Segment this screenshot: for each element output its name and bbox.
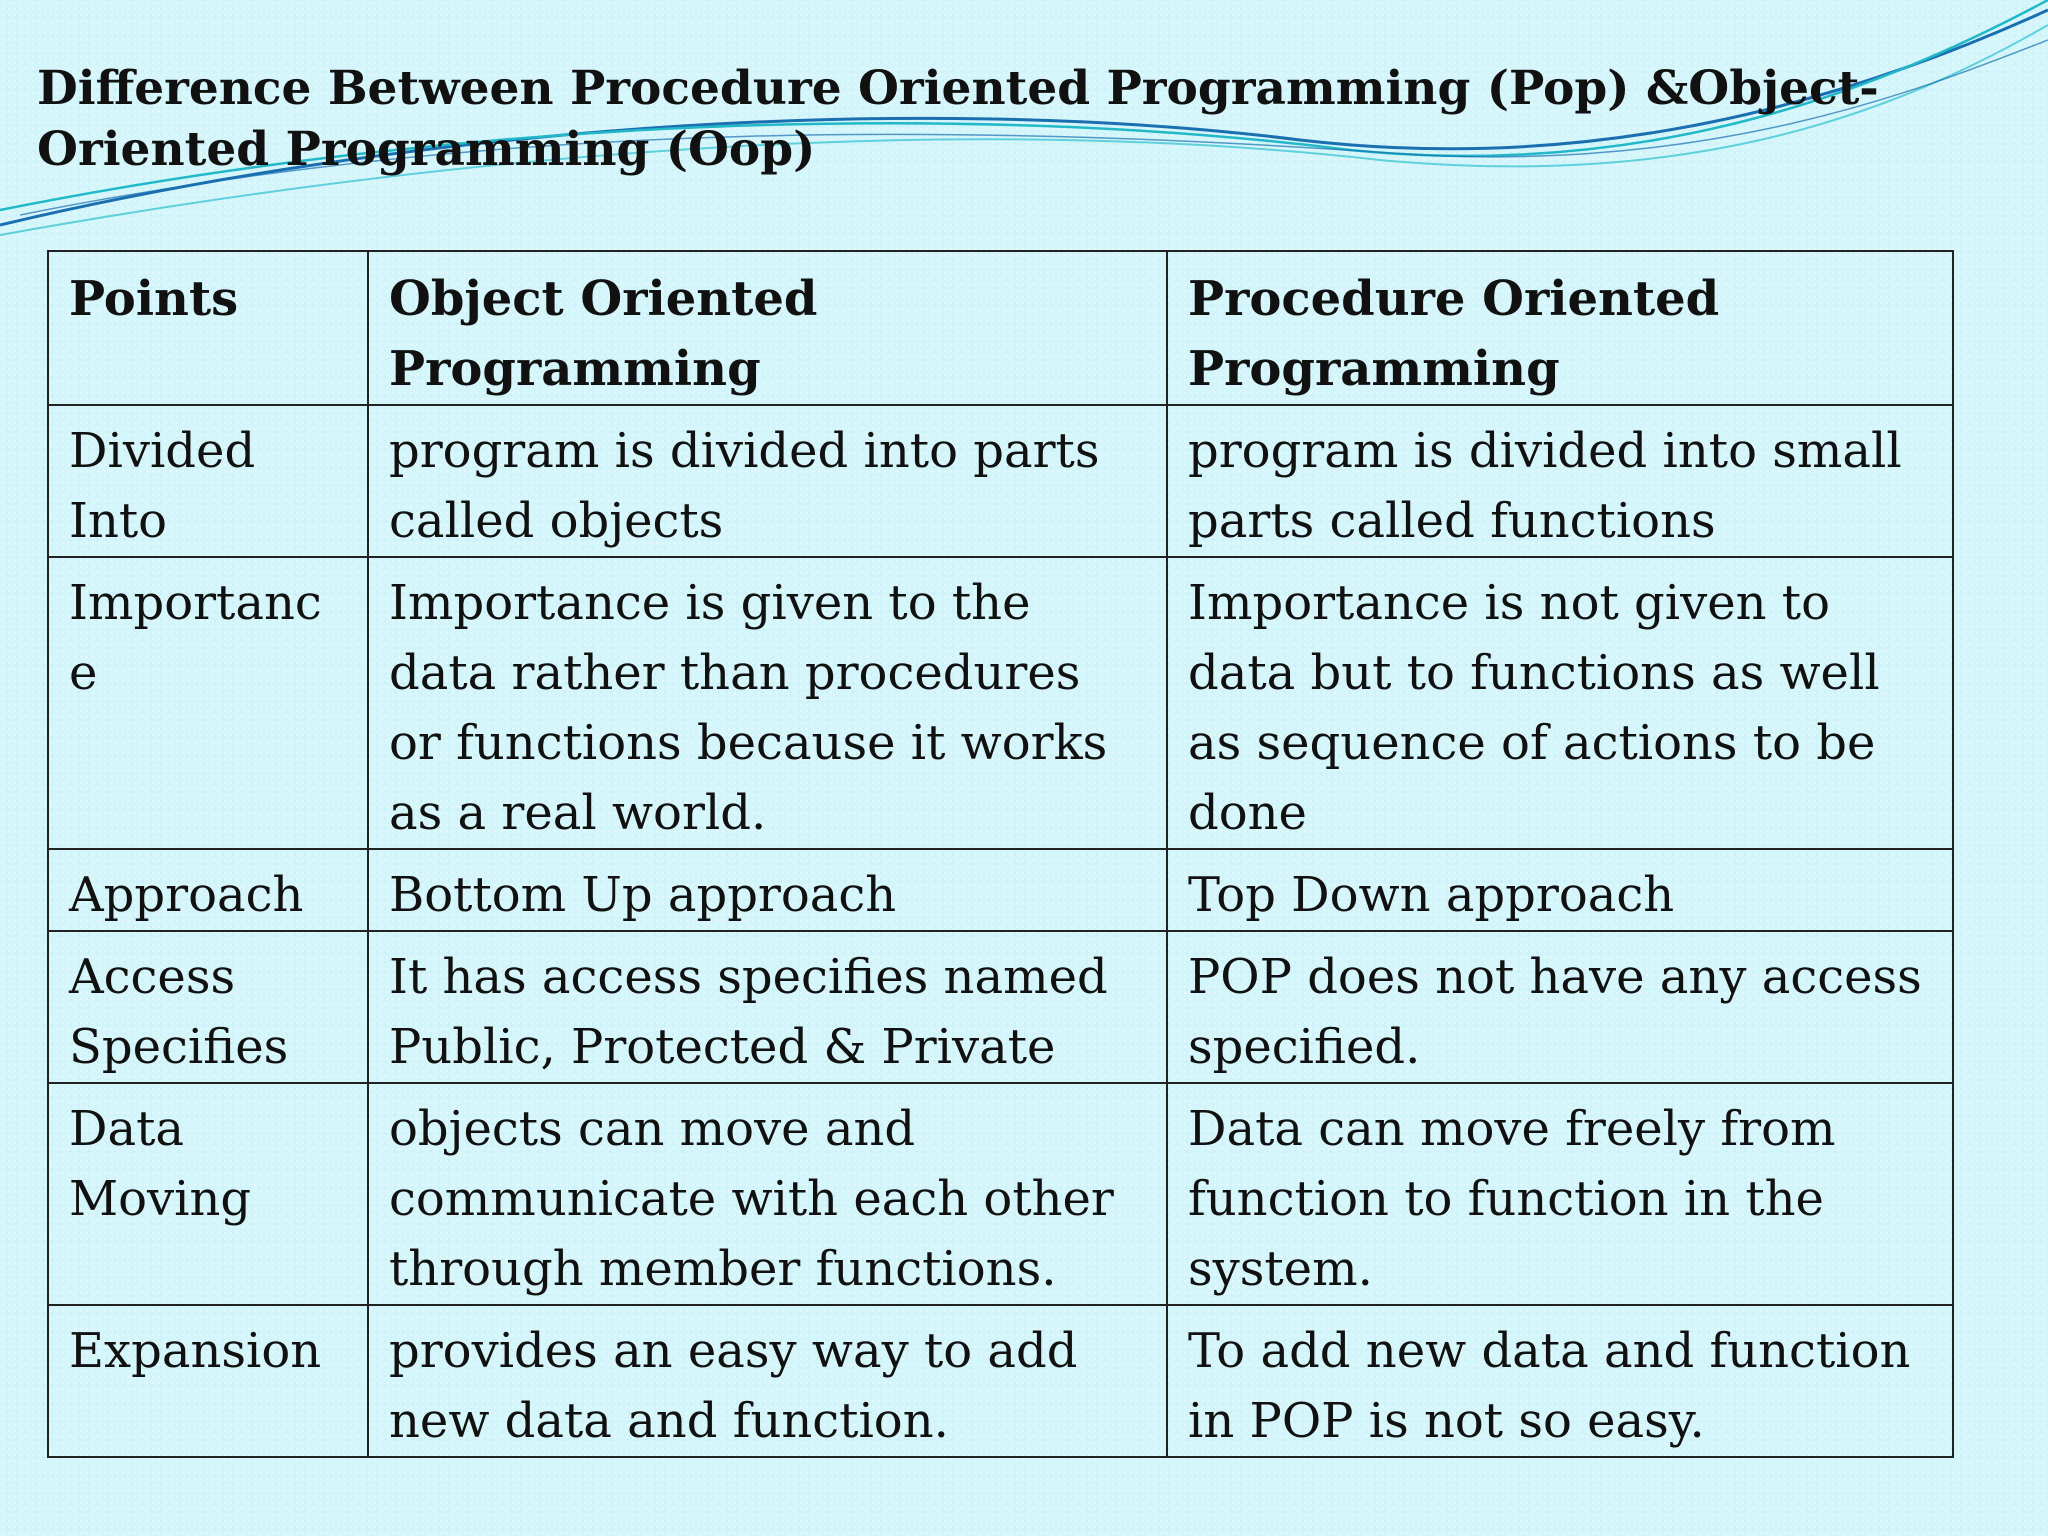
slide-title: Difference Between Procedure Oriented Programming (Pop) &Object-Oriented Programming (Oop) bbox=[37, 61, 1879, 177]
oop-cell: It has access specifies named Public, Protected & Private bbox=[368, 931, 1167, 1083]
row-label-cell: Access Specifies bbox=[48, 931, 368, 1083]
row-label-cell: Data Moving bbox=[48, 1083, 368, 1305]
column-header-oop: Object Oriented Programming bbox=[368, 251, 1167, 405]
table-row bbox=[48, 931, 1953, 1083]
table-row bbox=[48, 849, 1953, 931]
table-header-row bbox=[48, 251, 1953, 405]
row-label-cell: Divided Into bbox=[48, 405, 368, 557]
row-label-cell: Expansion bbox=[48, 1305, 368, 1457]
column-header-points: Points bbox=[48, 251, 368, 405]
comparison-table bbox=[47, 250, 1954, 1458]
table-row bbox=[48, 557, 1953, 849]
table-row bbox=[48, 1083, 1953, 1305]
pop-cell: To add new data and function in POP is not so easy. bbox=[1167, 1305, 1953, 1457]
oop-cell: Bottom Up approach bbox=[368, 849, 1167, 931]
pop-cell: Top Down approach bbox=[1167, 849, 1953, 931]
oop-cell: program is divided into parts called objects bbox=[368, 405, 1167, 557]
oop-cell: provides an easy way to add new data and function. bbox=[368, 1305, 1167, 1457]
column-header-pop: Procedure Oriented Programming bbox=[1167, 251, 1953, 405]
table-row bbox=[48, 1305, 1953, 1457]
pop-cell: Data can move freely from function to function in the system. bbox=[1167, 1083, 1953, 1305]
oop-cell: Importance is given to the data rather than procedures or functions because it works as a real world. bbox=[368, 557, 1167, 849]
pop-cell: Importance is not given to data but to functions as well as sequence of actions to be done bbox=[1167, 557, 1953, 849]
pop-cell: POP does not have any access specified. bbox=[1167, 931, 1953, 1083]
oop-cell: objects can move and communicate with each other through member functions. bbox=[368, 1083, 1167, 1305]
row-label-cell: Approach bbox=[48, 849, 368, 931]
row-label-cell: Importance bbox=[48, 557, 368, 849]
table-row bbox=[48, 405, 1953, 557]
pop-cell: program is divided into small parts called functions bbox=[1167, 405, 1953, 557]
